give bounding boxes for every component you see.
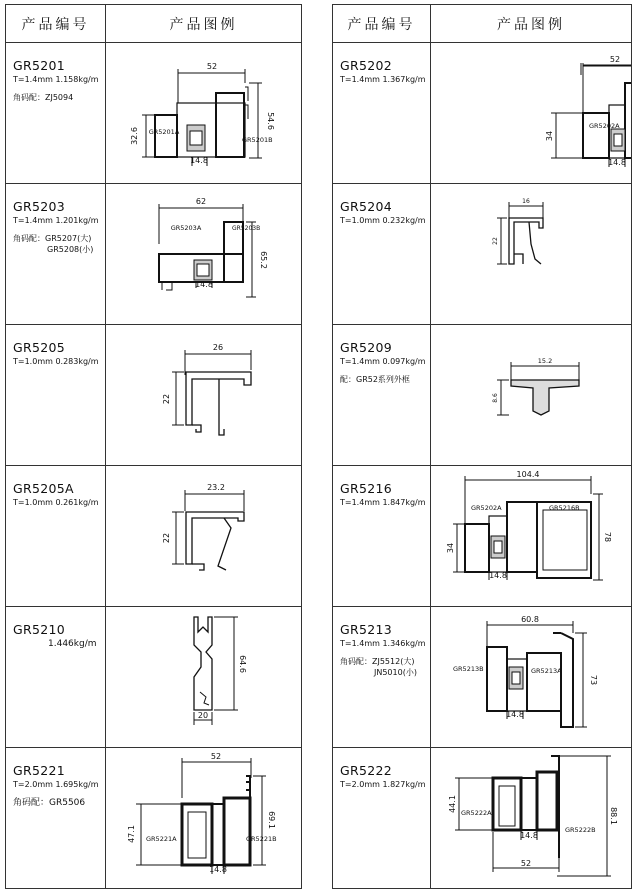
dim-width: 15.2 bbox=[537, 357, 553, 365]
dim-height-left: 34 bbox=[545, 130, 554, 142]
dim-width: 52 bbox=[609, 55, 621, 64]
product-spec: T=1.4mm 1.367kg/m bbox=[340, 75, 426, 84]
dim-height-left: 47.1 bbox=[127, 825, 136, 843]
label-b: GR5221B bbox=[246, 835, 277, 843]
product-spec: T=1.4mm 1.346kg/m bbox=[340, 639, 426, 648]
profile-drawing bbox=[106, 184, 302, 322]
dim-bottom: 14.8 bbox=[209, 865, 227, 874]
label-b: GR5203B bbox=[232, 225, 261, 232]
product-note: 角码配：ZJ5512(大) JN5010(小) bbox=[340, 657, 417, 677]
product-code: GR5213 bbox=[340, 622, 392, 637]
product-row bbox=[6, 43, 302, 184]
product-diagram bbox=[431, 466, 632, 607]
dim-height: 8.6 bbox=[492, 393, 499, 403]
product-code: GR5209 bbox=[340, 340, 392, 355]
product-code: GR5221 bbox=[13, 763, 65, 778]
label-b: GR5222B bbox=[565, 826, 596, 834]
product-row bbox=[6, 607, 302, 748]
dim-bottom: 14.8 bbox=[506, 710, 524, 719]
product-code: GR5202 bbox=[340, 58, 392, 73]
header-product-diagram: 产品图例 bbox=[106, 5, 302, 43]
dim-width: 20 bbox=[197, 711, 209, 720]
profile-drawing bbox=[431, 325, 631, 463]
product-spec: T=1.4mm 1.158kg/m bbox=[13, 75, 99, 84]
product-diagram bbox=[431, 748, 632, 889]
product-diagram bbox=[106, 748, 302, 889]
product-diagram bbox=[431, 43, 632, 184]
catalog-table-left bbox=[5, 4, 302, 889]
product-info bbox=[6, 748, 106, 889]
product-code: GR5205 bbox=[13, 340, 65, 355]
product-info bbox=[6, 325, 106, 466]
profile-drawing bbox=[106, 607, 302, 745]
product-code: GR5203 bbox=[13, 199, 65, 214]
label-b: GR5216B bbox=[549, 504, 580, 512]
dim-height: 65.2 bbox=[259, 251, 268, 269]
product-diagram bbox=[431, 607, 632, 748]
label-a: GR5213A bbox=[531, 667, 562, 675]
product-info bbox=[6, 466, 106, 607]
product-diagram bbox=[106, 466, 302, 607]
dim-width: 104.4 bbox=[516, 470, 540, 479]
profile-drawing bbox=[431, 43, 631, 181]
product-row bbox=[6, 466, 302, 607]
label-b: GR5213B bbox=[453, 665, 484, 673]
product-code: GR5205A bbox=[13, 481, 74, 496]
label-a: GR5202A bbox=[589, 122, 620, 130]
product-spec: T=1.4mm 0.097kg/m bbox=[340, 357, 426, 366]
product-row bbox=[333, 466, 632, 607]
profile-drawing bbox=[106, 748, 302, 886]
product-code: GR5204 bbox=[340, 199, 392, 214]
dim-bottom: 14.8 bbox=[489, 571, 507, 580]
product-diagram bbox=[106, 43, 302, 184]
dim-width: 16 bbox=[522, 198, 530, 205]
dim-width: 60.8 bbox=[521, 615, 539, 624]
product-info bbox=[333, 748, 431, 889]
product-diagram bbox=[431, 325, 632, 466]
product-info bbox=[333, 43, 431, 184]
product-info bbox=[6, 43, 106, 184]
product-spec: T=2.0mm 1.827kg/m bbox=[340, 780, 426, 789]
dim-width: 23.2 bbox=[207, 483, 225, 492]
header-product-code: 产品编号 bbox=[6, 5, 106, 43]
product-spec: T=1.0mm 0.261kg/m bbox=[13, 498, 99, 507]
dim-height-left: 32.6 bbox=[130, 127, 139, 145]
dim-height: 22 bbox=[162, 393, 171, 405]
label-a: GR5201A bbox=[148, 128, 180, 136]
product-note: 配：GR52系列外框 bbox=[340, 375, 410, 384]
profile-drawing bbox=[106, 43, 302, 181]
product-row bbox=[6, 748, 302, 889]
product-info bbox=[333, 466, 431, 607]
dim-height-right: 69.1 bbox=[267, 811, 276, 829]
profile-drawing bbox=[431, 607, 631, 745]
product-code: GR5222 bbox=[340, 763, 392, 778]
label-a: GR5202A bbox=[471, 504, 502, 512]
dim-width: 52 bbox=[520, 859, 532, 868]
product-info bbox=[6, 184, 106, 325]
product-row bbox=[333, 184, 632, 325]
profile-drawing bbox=[431, 466, 631, 604]
dim-height-right: 88.1 bbox=[609, 807, 618, 825]
label-a: GR5221A bbox=[146, 835, 177, 843]
dim-width: 52 bbox=[206, 62, 218, 71]
product-row bbox=[333, 748, 632, 889]
header-product-code: 产品编号 bbox=[333, 5, 431, 43]
product-info bbox=[6, 607, 106, 748]
dim-bottom: 14.8 bbox=[520, 831, 538, 840]
profile-drawing bbox=[431, 184, 631, 322]
product-diagram bbox=[106, 184, 302, 325]
dim-width: 26 bbox=[212, 343, 224, 352]
product-info bbox=[333, 184, 431, 325]
product-row bbox=[6, 184, 302, 325]
product-note: 角码配：ZJ5094 bbox=[13, 93, 74, 102]
product-info bbox=[333, 325, 431, 466]
product-diagram bbox=[106, 325, 302, 466]
product-spec: T=1.4mm 1.201kg/m bbox=[13, 216, 99, 225]
profile-drawing bbox=[106, 466, 302, 604]
product-spec: 1.446kg/m bbox=[48, 639, 97, 649]
header-product-diagram: 产品图例 bbox=[431, 5, 632, 43]
product-code: GR5210 bbox=[13, 622, 65, 637]
product-diagram bbox=[431, 184, 632, 325]
dim-height-left: 44.1 bbox=[448, 795, 457, 813]
product-note: 角码配：GR5207(大) GR5208(小) bbox=[13, 234, 94, 254]
product-row bbox=[333, 607, 632, 748]
product-code: GR5216 bbox=[340, 481, 392, 496]
dim-height: 73 bbox=[589, 674, 598, 686]
dim-bottom: 14.8 bbox=[190, 156, 208, 165]
product-code: GR5201 bbox=[13, 58, 65, 73]
catalog-table-right bbox=[332, 4, 632, 889]
label-b: GR5201B bbox=[242, 136, 273, 144]
product-row bbox=[6, 325, 302, 466]
product-diagram bbox=[106, 607, 302, 748]
label-a: GR5203A bbox=[170, 224, 202, 232]
product-row bbox=[333, 43, 632, 184]
dim-height: 64.6 bbox=[238, 655, 247, 673]
dim-height: 22 bbox=[162, 532, 171, 544]
dim-width: 52 bbox=[210, 752, 222, 761]
dim-height-right: 78 bbox=[603, 531, 612, 543]
label-a: GR5222A bbox=[461, 809, 492, 817]
dim-height-right: 54.6 bbox=[266, 112, 275, 130]
product-spec: T=1.0mm 0.283kg/m bbox=[13, 357, 99, 366]
product-info bbox=[333, 607, 431, 748]
dim-bottom: 14.8 bbox=[608, 158, 626, 167]
product-spec: T=1.0mm 0.232kg/m bbox=[340, 216, 426, 225]
profile-drawing bbox=[431, 748, 631, 886]
dim-height-left: 34 bbox=[446, 542, 455, 554]
profile-drawing bbox=[106, 325, 302, 463]
product-spec: T=2.0mm 1.695kg/m bbox=[13, 780, 99, 789]
dim-width: 62 bbox=[195, 197, 207, 206]
product-row bbox=[333, 325, 632, 466]
product-spec: T=1.4mm 1.847kg/m bbox=[340, 498, 426, 507]
product-note: 角码配：GR5506 bbox=[13, 798, 86, 808]
dim-height: 22 bbox=[492, 237, 499, 245]
dim-bottom: 14.8 bbox=[195, 280, 213, 289]
